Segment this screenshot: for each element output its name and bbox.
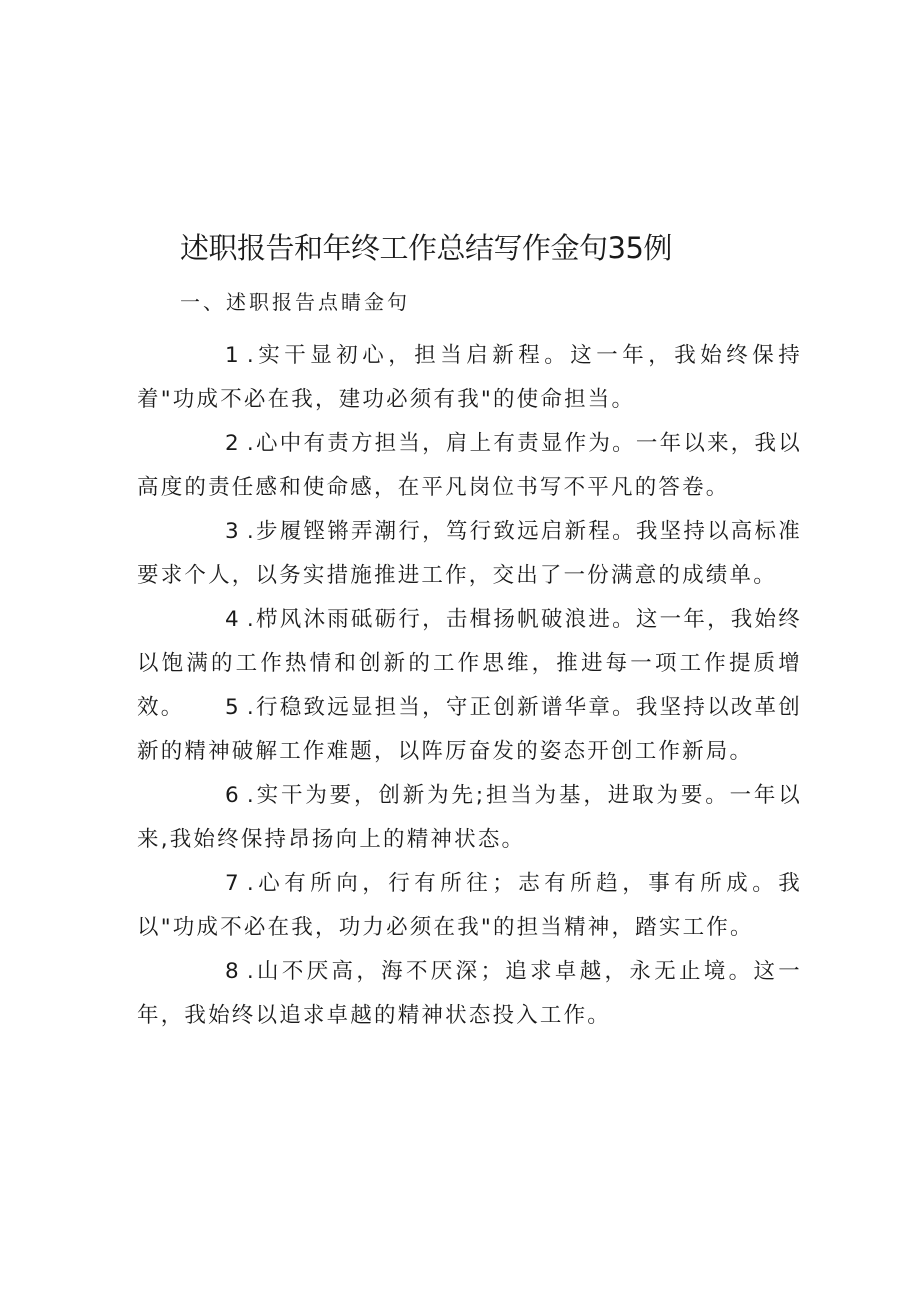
list-item xyxy=(137,422,802,510)
item-text: 行稳致远显担当，守正创新谱华章。我坚持以改革创新的精神破解工作难题，以阵厉奋发的姿态开创工作新局。 xyxy=(137,695,802,764)
item-text: 实干显初心，担当启新程。这一年，我始终保持着"功成不必在我，建功必须有我"的使命担当。 xyxy=(137,343,802,412)
item-text: 心有所向，行有所往；志有所趋，事有所成。我以"功成不必在我，功力必须在我"的担当精神，踏实工作。 xyxy=(137,871,802,940)
item-text: 实干为要，创新为先;担当为基，进取为要。一年以来,我始终保持昂扬向上的精神状态。 xyxy=(137,783,802,852)
item-number: 1 xyxy=(225,343,241,368)
list-item xyxy=(137,686,802,774)
item-text: 步履铿锵弄潮行，笃行致远启新程。我坚持以高标准要求个人，以务实措施推进工作，交出了一份满意的成绩单。 xyxy=(137,519,802,588)
item-dot: . xyxy=(246,695,256,720)
list-item xyxy=(137,510,802,598)
list-item xyxy=(137,774,802,862)
item-text: 心中有责方担当，肩上有责显作为。一年以来，我以高度的责任感和使命感，在平凡岗位书写不平凡的答卷。 xyxy=(137,431,802,500)
item-dot: . xyxy=(246,607,256,632)
item-dot: . xyxy=(246,783,256,808)
item-number: 7 xyxy=(225,871,241,896)
item-dot: . xyxy=(246,519,256,544)
item-dot: . xyxy=(246,343,256,368)
item-number: 8 xyxy=(225,959,241,984)
item-text: 山不厌高，海不厌深；追求卓越，永无止境。这一年，我始终以追求卓越的精神状态投入工作。 xyxy=(137,959,802,1028)
list-item xyxy=(137,950,802,1038)
item-number: 6 xyxy=(225,783,241,808)
item-dot: . xyxy=(246,871,256,896)
item-number: 4 xyxy=(225,607,241,632)
list-item xyxy=(137,334,802,422)
item-dot: . xyxy=(246,959,256,984)
item-text: 栉风沐雨砥砺行，击楫扬帆破浪进。这一年，我始终以饱满的工作热情和创新的工作思维，推进每一项工作提质增效。 xyxy=(137,607,802,720)
item-number: 5 xyxy=(225,695,241,720)
item-dot: . xyxy=(246,431,256,456)
list-item xyxy=(137,862,802,950)
item-number: 3 xyxy=(225,519,241,544)
item-number: 2 xyxy=(225,431,241,456)
section-heading: 一、述职报告点睛金句 xyxy=(180,290,410,314)
document-title: 述职报告和年终工作总结写作金句35例 xyxy=(180,231,672,265)
